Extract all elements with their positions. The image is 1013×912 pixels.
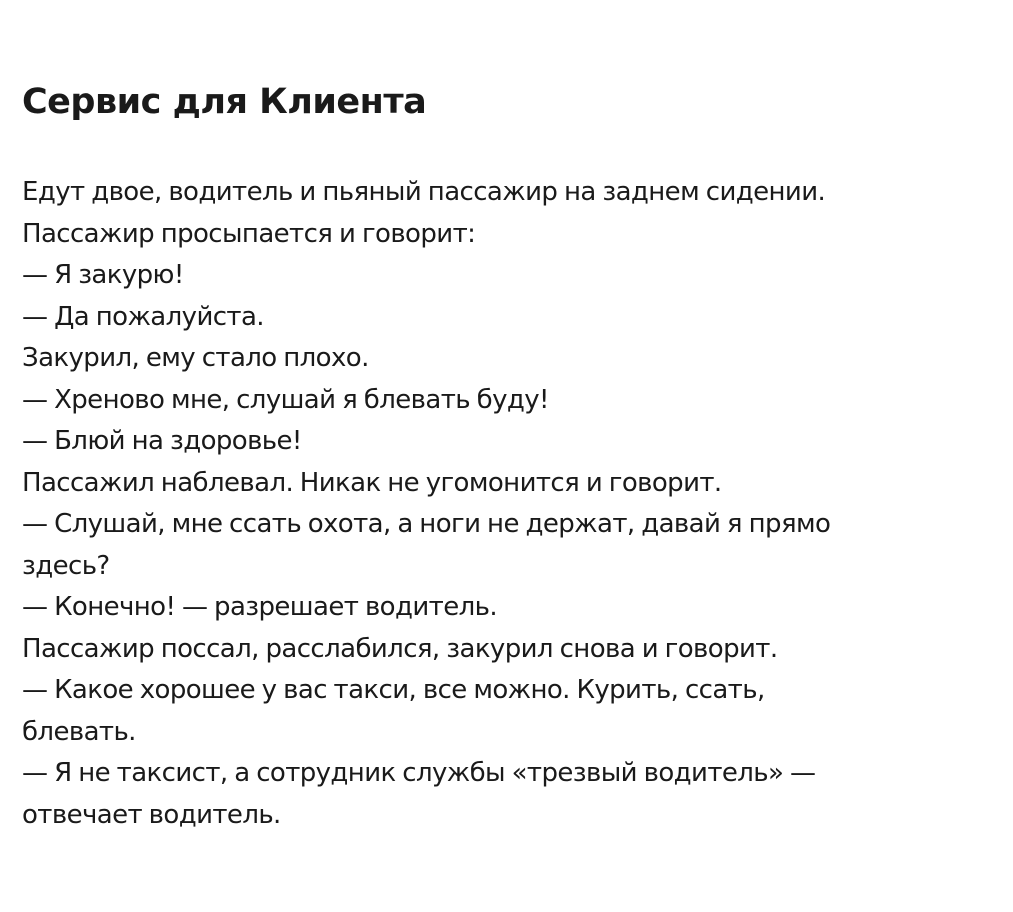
text-line: Пассажир просыпается и говорит: (22, 218, 476, 249)
text-line: Пассажир поссал, расслабился, закурил снова и говорит. (22, 633, 778, 664)
text-line: — Хреново мне, слушай я блевать буду! (22, 384, 549, 415)
text-line: — Слушай, мне ссать охота, а ноги не держат, давай я прямо (22, 509, 831, 539)
text-line: — Я закурю! (22, 260, 184, 290)
text-line: блевать. (22, 716, 136, 747)
text-line: — Конечно! — разрешает водитель. (22, 592, 497, 622)
text-line: Едут двое, водитель и пьяный пассажир на заднем сидении. (22, 177, 826, 207)
text-line: — Да пожалуйста. (22, 301, 264, 332)
text-line: Пассажил наблевал. Никак не угомонится и говорит. (22, 467, 722, 498)
joke-article (22, 78, 982, 836)
article-title: Сервис для Клиента (22, 82, 427, 122)
text-line: Закурил, ему стало плохо. (22, 343, 369, 373)
text-line: здесь? (22, 550, 110, 581)
text-line: — Какое хорошее у вас такси, все можно. Курить, ссать, (22, 675, 765, 705)
text-line: — Я не таксист, а сотрудник службы «трезвый водитель» — (22, 758, 816, 788)
text-line: отвечает водитель. (22, 799, 281, 830)
text-line: — Блюй на здоровье! (22, 426, 302, 456)
article-body (22, 172, 982, 836)
